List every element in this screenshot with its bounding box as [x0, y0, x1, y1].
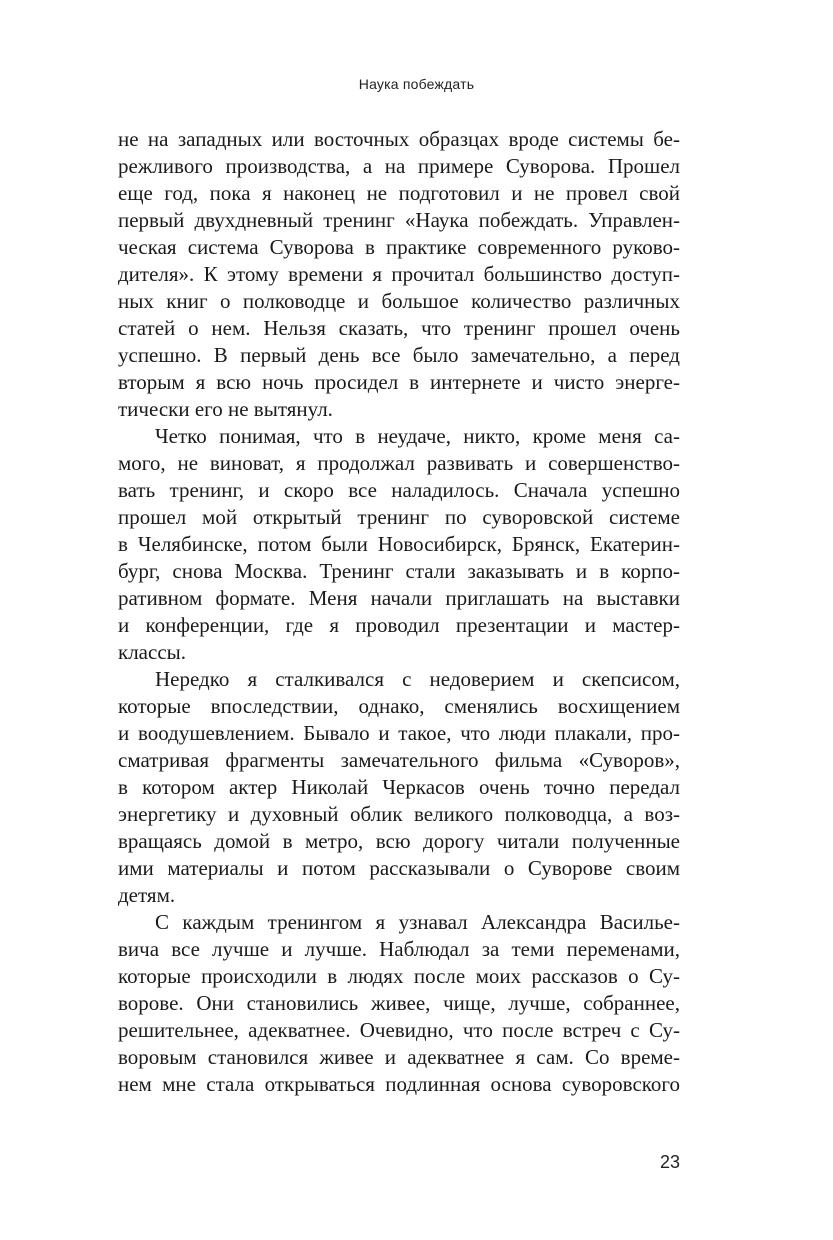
text-line: которые происходили в людях после моих рассказов о Су- [118, 964, 680, 988]
text-line: бург, снова Москва. Тренинг стали заказывать и в корпо- [118, 559, 680, 583]
text-line: вича все лучше и лучше. Наблюдал за теми переменами, [118, 937, 680, 961]
text-line: вать тренинг, и скоро все наладилось. Сначала успешно [118, 478, 680, 502]
text-line: вторым я всю ночь просидел в интернете и чисто энерге- [118, 370, 680, 394]
text-line: ворове. Они становились живее, чище, лучше, собраннее, [118, 991, 680, 1015]
text-line: Четко понимая, что в неудаче, никто, кроме меня са- [155, 424, 680, 448]
text-line: нем мне стала открываться подлинная основа суворовского [118, 1072, 680, 1096]
text-line: не на западных или восточных образцах вроде системы бе- [118, 127, 680, 151]
page-number: 23 [659, 1152, 680, 1172]
text-line: и конференции, где я проводил презентации и мастер- [118, 613, 680, 637]
text-line: прошел мой открытый тренинг по суворовской системе [118, 505, 680, 529]
text-line: еще год, пока я наконец не подготовил и не провел свой [118, 181, 680, 205]
text-line: Нередко я сталкивался с недоверием и скепсисом, [155, 667, 680, 691]
text-line: ративном формате. Меня начали приглашать на выставки [118, 586, 680, 610]
running-header: Наука побеждать [358, 76, 475, 92]
text-line: ими материалы и потом рассказывали о Суворове своим [118, 856, 680, 880]
text-line: первый двухдневный тренинг «Наука побеждать. Управлен- [118, 208, 680, 232]
text-line: решительнее, адекватнее. Очевидно, что после встреч с Су- [118, 1018, 680, 1042]
text-line: С каждым тренингом я узнавал Александра Василье- [155, 910, 680, 934]
text-line: классы. [118, 640, 187, 664]
text-line: и воодушевлением. Бывало и такое, что люди плакали, про- [118, 721, 680, 745]
text-line: успешно. В первый день все было замечательно, а перед [118, 343, 680, 367]
text-line: в Челябинске, потом были Новосибирск, Брянск, Екатерин- [118, 532, 680, 556]
text-line: тически его не вытянул. [118, 397, 333, 421]
text-line: воровым становился живее и адекватнее я сам. Со време- [118, 1045, 680, 1069]
text-line: вращаясь домой в метро, всю дорогу читали полученные [118, 829, 680, 853]
text-line: детям. [118, 883, 176, 907]
text-line: сматривая фрагменты замечательного фильма «Суворов», [118, 748, 680, 772]
text-line: ных книг о полководце и большое количество различных [118, 289, 680, 313]
text-line: энергетику и духовный облик великого полководца, а воз- [118, 802, 680, 826]
text-line: статей о нем. Нельзя сказать, что тренинг прошел очень [118, 316, 680, 340]
text-line: ческая система Суворова в практике современного руково- [118, 235, 680, 259]
text-line: мого, не виноват, я продолжал развивать и совершенство- [118, 451, 680, 475]
text-line: в котором актер Николай Черкасов очень точно передал [118, 775, 680, 799]
text-line: дителя». К этому времени я прочитал большинство доступ- [118, 262, 680, 286]
body-text [118, 126, 680, 1098]
text-line: которые впоследствии, однако, сменялись восхищением [118, 694, 680, 718]
text-line: режливого производства, а на примере Суворова. Прошел [118, 154, 680, 178]
